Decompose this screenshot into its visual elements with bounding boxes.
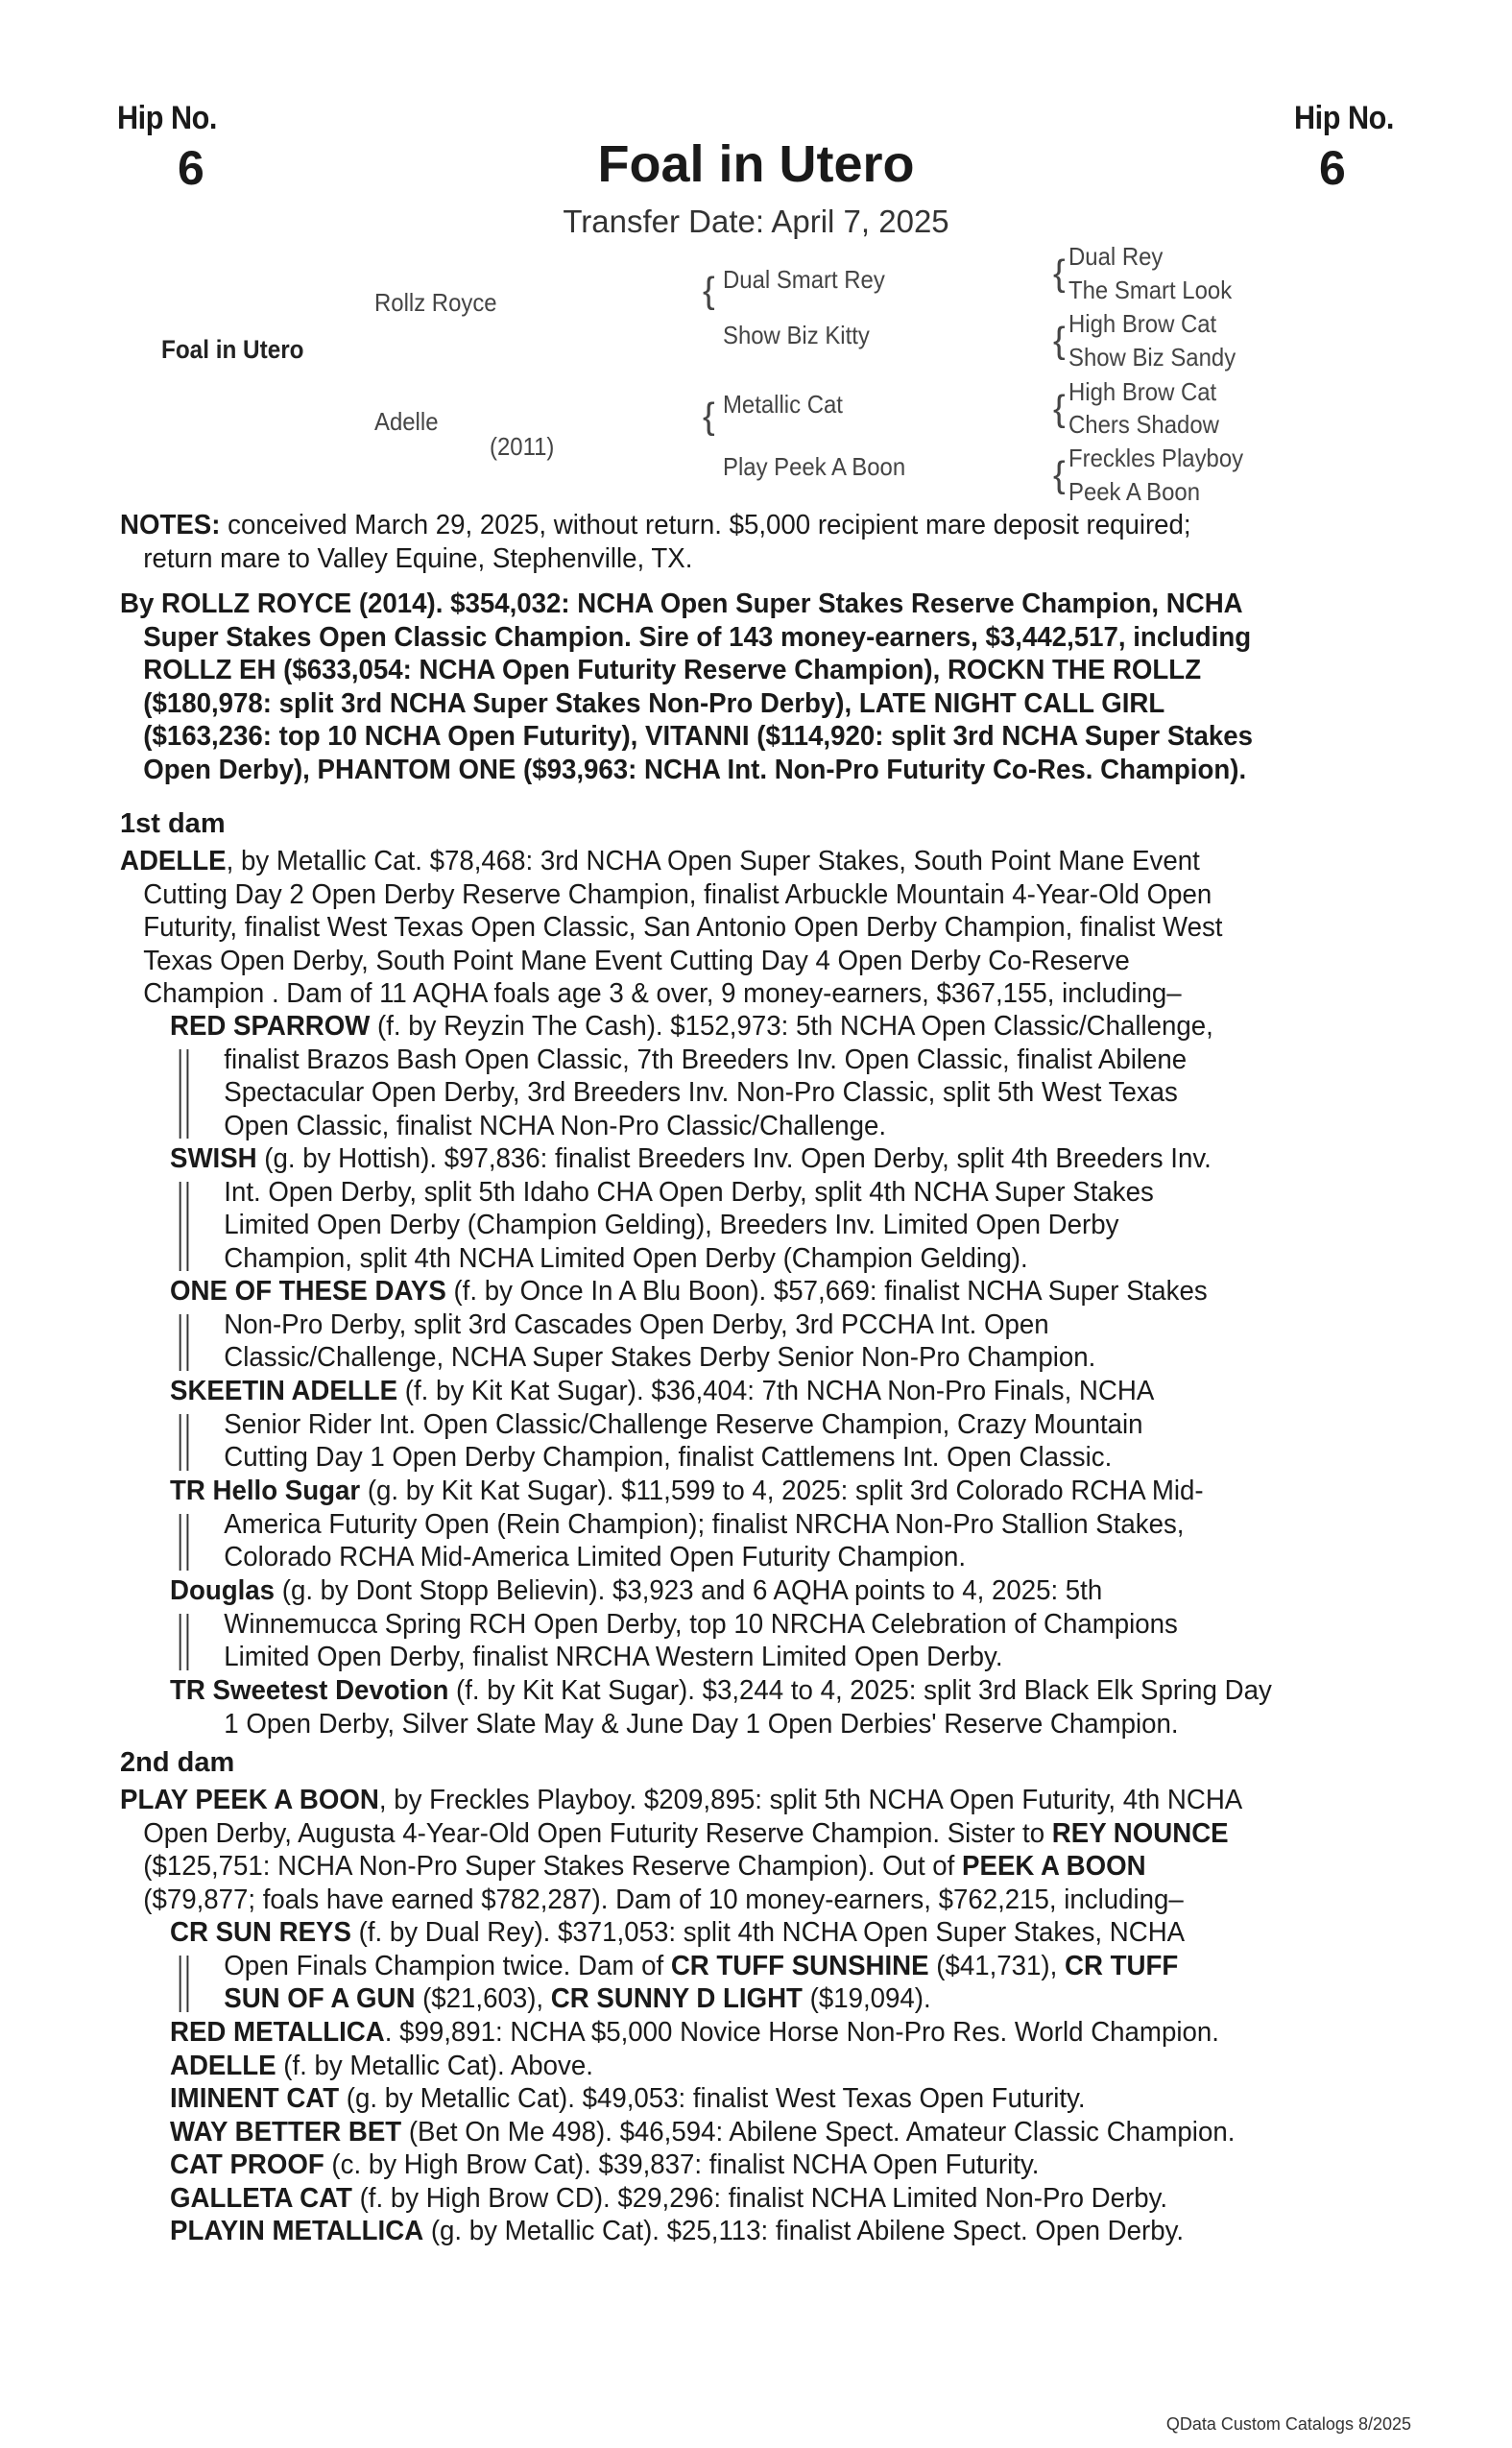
- produce-text: Colorado RCHA Mid-America Limited Open Futurity Champion.: [224, 1542, 967, 1572]
- produce-name: WAY BETTER BET: [170, 2116, 402, 2148]
- produce-entry: [170, 1142, 1374, 1275]
- notes-paragraph: [120, 509, 1373, 575]
- produce-text: . $99,891: NCHA $5,000 Novice Horse Non-Pro Res. World Champion.: [384, 2017, 1219, 2048]
- notes-line-2: return mare to Valley Equine, Stephenville, TX.: [143, 542, 693, 574]
- hip-number-left: 6: [178, 141, 204, 195]
- pedigree-dam-year: (2011): [490, 432, 555, 461]
- sibling-name: REY NOUNCE: [1051, 1817, 1229, 1849]
- produce-text: (g. by Metallic Cat). $49,053: finalist West Texas Open Futurity.: [339, 2083, 1086, 2114]
- produce-name: SKEETIN ADELLE: [170, 1376, 398, 1406]
- brace-icon: {: [1053, 321, 1066, 361]
- produce-name: RED SPARROW: [170, 1011, 371, 1042]
- produce-text: Int. Open Derby, split 5th Idaho CHA Open Derby, split 4th NCHA Super Stakes: [224, 1176, 1154, 1208]
- produce-entry: [170, 2016, 1374, 2050]
- pedigree-dam-sire: Metallic Cat: [723, 390, 843, 419]
- page-title: Foal in Utero: [597, 135, 915, 193]
- first-dam-name: ADELLE: [120, 846, 227, 876]
- produce-entry: [170, 2148, 1374, 2182]
- produce-text: America Futurity Open (Rein Champion); finalist NRCHA Non-Pro Stallion Stakes,: [224, 1508, 1185, 1540]
- first-dam-line: Cutting Day 2 Open Derby Reserve Champion, finalist Arbuckle Mountain 4-Year-Old Open: [143, 878, 1212, 910]
- pedigree-g3: High Brow Cat: [1068, 309, 1217, 338]
- produce-text: Limited Open Derby, finalist NRCHA Western Limited Open Derby.: [224, 1642, 1003, 1672]
- produce-name: Douglas: [170, 1575, 276, 1606]
- second-dam-paragraph: [120, 1784, 1373, 1916]
- sire-line: Open Derby), PHANTOM ONE ($93,963: NCHA Int. Non-Pro Futurity Co-Res. Champion).: [143, 754, 1247, 785]
- produce-entry: [170, 2182, 1374, 2216]
- produce-text: finalist Brazos Bash Open Classic, 7th Breeders Inv. Open Classic, finalist Abilene: [224, 1044, 1188, 1075]
- sire-line: ($180,978: split 3rd NCHA Super Stakes Non-Pro Derby), LATE NIGHT CALL GIRL: [143, 687, 1165, 719]
- produce-entry: [170, 2116, 1374, 2149]
- produce-text: (f. by Dual Rey). $371,053: split 4th NCHA Open Super Stakes, NCHA: [350, 1917, 1186, 1948]
- hip-number-right: 6: [1319, 141, 1346, 195]
- transfer-date: Transfer Date: April 7, 2025: [563, 204, 949, 239]
- first-dam-line: , by Metallic Cat. $78,468: 3rd NCHA Open Super Stakes, South Point Mane Event: [226, 846, 1200, 876]
- brace-icon: {: [1053, 455, 1066, 495]
- produce-text: (f. by Kit Kat Sugar). $36,404: 7th NCHA Non-Pro Finals, NCHA: [397, 1376, 1155, 1406]
- produce-entry: [170, 1275, 1374, 1375]
- second-dam-line: Open Derby, Augusta 4-Year-Old Open Futurity Reserve Champion. Sister to: [143, 1817, 1052, 1849]
- produce-entry: [170, 1916, 1374, 2016]
- produce-name: RED METALLICA: [170, 2017, 385, 2048]
- produce-name: CR SUNNY D LIGHT: [550, 1983, 803, 2014]
- produce-continuation: [170, 1608, 1374, 1674]
- pedigree-g4: Show Biz Sandy: [1068, 343, 1236, 372]
- produce-name: CR TUFF SUNSHINE: [670, 1950, 929, 1981]
- second-dam-line: ($79,877; foals have earned $782,287). Dam of 10 money-earners, $762,215, including–: [143, 1884, 1184, 1915]
- second-dam-line: , by Freckles Playboy. $209,895: split 5th NCHA Open Futurity, 4th NCHA: [378, 1785, 1243, 1815]
- produce-name: IMINENT CAT: [170, 2083, 340, 2114]
- first-dam-line: Champion . Dam of 11 AQHA foals age 3 & over, 9 money-earners, $367,155, including–: [143, 978, 1182, 1009]
- produce-continuation: [170, 1408, 1374, 1475]
- produce-continuation: [170, 1308, 1374, 1375]
- notes-label: NOTES:: [120, 510, 221, 540]
- footer-credit: QData Custom Catalogs 8/2025: [1165, 2414, 1411, 2434]
- produce-text: Open Finals Champion twice. Dam of: [224, 1950, 671, 1981]
- pedigree-foal: Foal in Utero: [161, 335, 304, 364]
- produce-text: ($21,603),: [415, 1983, 551, 2014]
- pedigree-g1: Dual Rey: [1068, 242, 1164, 271]
- pedigree-g7: Freckles Playboy: [1068, 444, 1244, 472]
- sire-paragraph: [120, 588, 1373, 786]
- produce-list: [170, 2016, 1374, 2248]
- first-dam-paragraph: [120, 845, 1373, 1011]
- produce-text: Open Classic, finalist NCHA Non-Pro Classic/Challenge.: [224, 1110, 887, 1141]
- sire-line: ROLLZ EH ($633,054: NCHA Open Futurity Reserve Champion), ROCKN THE ROLLZ: [143, 655, 1202, 685]
- brace-icon: {: [703, 271, 715, 311]
- produce-continuation: [170, 1044, 1374, 1143]
- pedigree-dam-dam: Play Peek A Boon: [723, 452, 906, 481]
- produce-entry: [170, 2050, 1374, 2083]
- produce-entry: [170, 1674, 1374, 1740]
- first-dam-line: Futurity, finalist West Texas Open Classic, San Antonio Open Derby Champion, finalist West: [143, 912, 1223, 943]
- pedigree-g6: Chers Shadow: [1068, 410, 1219, 439]
- pedigree-g5: High Brow Cat: [1068, 377, 1217, 406]
- notes-line-1: conceived March 29, 2025, without return. $5,000 recipient mare deposit required;: [220, 510, 1191, 540]
- produce-name: SWISH: [170, 1143, 257, 1174]
- produce-text: 1 Open Derby, Silver Slate May & June Day 1 Open Derbies' Reserve Champion.: [224, 1708, 1179, 1740]
- brace-icon: {: [1053, 253, 1066, 294]
- sire-line: By ROLLZ ROYCE (2014). $354,032: NCHA Open Super Stakes Reserve Champion, NCHA: [120, 588, 1243, 619]
- produce-entry: [170, 2082, 1374, 2116]
- pedigree-sire-dam: Show Biz Kitty: [723, 321, 870, 349]
- produce-text: Classic/Challenge, NCHA Super Stakes Derby Senior Non-Pro Champion.: [224, 1342, 1096, 1373]
- produce-text: (Bet On Me 498). $46,594: Abilene Spect. Amateur Classic Champion.: [401, 2116, 1236, 2148]
- produce-continuation: [170, 1708, 1374, 1741]
- produce-name: ADELLE: [170, 2050, 276, 2081]
- brace-icon: {: [703, 396, 715, 437]
- produce-text: Champion, split 4th NCHA Limited Open Derby (Champion Gelding).: [224, 1242, 1028, 1274]
- pedigree-sire: Rollz Royce: [374, 288, 497, 317]
- produce-name: GALLETA CAT: [170, 2182, 352, 2214]
- produce-name: CR SUN REYS: [170, 1917, 351, 1948]
- produce-name: SUN OF A GUN: [224, 1983, 416, 2014]
- produce-text: Cutting Day 1 Open Derby Champion, finalist Cattlemens Int. Open Classic.: [224, 1442, 1113, 1473]
- pedigree-sire-sire: Dual Smart Rey: [723, 265, 885, 294]
- produce-text: (c. by High Brow Cat). $39,837: finalist NCHA Open Futurity.: [324, 2149, 1040, 2180]
- produce-continuation: [170, 1176, 1374, 1276]
- produce-text: (f. by Once In A Blu Boon). $57,669: finalist NCHA Super Stakes: [445, 1276, 1208, 1307]
- produce-name: ONE OF THESE DAYS: [170, 1276, 446, 1307]
- produce-entry: [170, 1375, 1374, 1475]
- produce-text: (g. by Dont Stopp Believin). $3,923 and 6 AQHA points to 4, 2025: 5th: [275, 1575, 1103, 1606]
- produce-continuation: [170, 1950, 1374, 2016]
- produce-name: CR TUFF: [1064, 1950, 1179, 1981]
- hip-label-left: Hip No.: [117, 100, 217, 136]
- produce-text: ($19,094).: [802, 1983, 931, 2014]
- produce-text: (g. by Metallic Cat). $25,113: finalist Abilene Spect. Open Derby.: [423, 2216, 1185, 2246]
- sire-line: ($163,236: top 10 NCHA Open Futurity), VITANNI ($114,920: split 3rd NCHA Super Stakes: [143, 721, 1254, 752]
- produce-name: TR Sweetest Devotion: [170, 1675, 449, 1706]
- produce-text: Non-Pro Derby, split 3rd Cascades Open Derby, 3rd PCCHA Int. Open: [224, 1308, 1049, 1340]
- produce-text: (g. by Kit Kat Sugar). $11,599 to 4, 2025: split 3rd Colorado RCHA Mid-: [360, 1476, 1204, 1506]
- produce-text: Limited Open Derby (Champion Gelding), Breeders Inv. Limited Open Derby: [224, 1210, 1119, 1240]
- brace-icon: {: [1053, 389, 1066, 429]
- produce-text: Spectacular Open Derby, 3rd Breeders Inv. Non-Pro Classic, split 5th West Texas: [224, 1077, 1178, 1108]
- produce-entry: [170, 1010, 1374, 1142]
- second-dam-name: PLAY PEEK A BOON: [120, 1785, 379, 1815]
- produce-text: (g. by Hottish). $97,836: finalist Breeders Inv. Open Derby, split 4th Breeders Inv.: [256, 1143, 1212, 1174]
- pedigree-dam: Adelle: [374, 407, 439, 436]
- second-dam-line: ($125,751: NCHA Non-Pro Super Stakes Reserve Champion). Out of: [143, 1851, 963, 1882]
- produce-text: (f. by Kit Kat Sugar). $3,244 to 4, 2025: split 3rd Black Elk Spring Day: [448, 1675, 1272, 1706]
- first-dam-line: Texas Open Derby, South Point Mane Event Cutting Day 4 Open Derby Co-Reserve: [143, 945, 1130, 976]
- produce-text: (f. by High Brow CD). $29,296: finalist NCHA Limited Non-Pro Derby.: [351, 2182, 1168, 2214]
- granddam-name: PEEK A BOON: [962, 1851, 1146, 1882]
- produce-name: TR Hello Sugar: [170, 1476, 361, 1506]
- produce-text: (f. by Metallic Cat). Above.: [276, 2050, 593, 2081]
- sire-line: Super Stakes Open Classic Champion. Sire of 143 money-earners, $3,442,517, including: [143, 621, 1252, 653]
- second-dam-heading: 2nd dam: [120, 1747, 235, 1778]
- produce-text: (f. by Reyzin The Cash). $152,973: 5th NCHA Open Classic/Challenge,: [370, 1011, 1213, 1042]
- first-dam-heading: 1st dam: [120, 808, 226, 839]
- pedigree-g2: The Smart Look: [1068, 276, 1233, 304]
- hip-label-right: Hip No.: [1294, 100, 1394, 136]
- produce-name: CAT PROOF: [170, 2149, 324, 2180]
- produce-entry: [170, 2215, 1374, 2248]
- produce-entry: [170, 1574, 1374, 1674]
- produce-text: Senior Rider Int. Open Classic/Challenge Reserve Champion, Crazy Mountain: [224, 1408, 1143, 1440]
- produce-text: Winnemucca Spring RCH Open Derby, top 10 NRCHA Celebration of Champions: [224, 1608, 1178, 1640]
- produce-name: PLAYIN METALLICA: [170, 2216, 424, 2246]
- produce-entry: [170, 1475, 1374, 1574]
- produce-text: ($41,731),: [928, 1950, 1065, 1981]
- pedigree-g8: Peek A Boon: [1068, 477, 1200, 506]
- produce-continuation: [170, 1508, 1374, 1574]
